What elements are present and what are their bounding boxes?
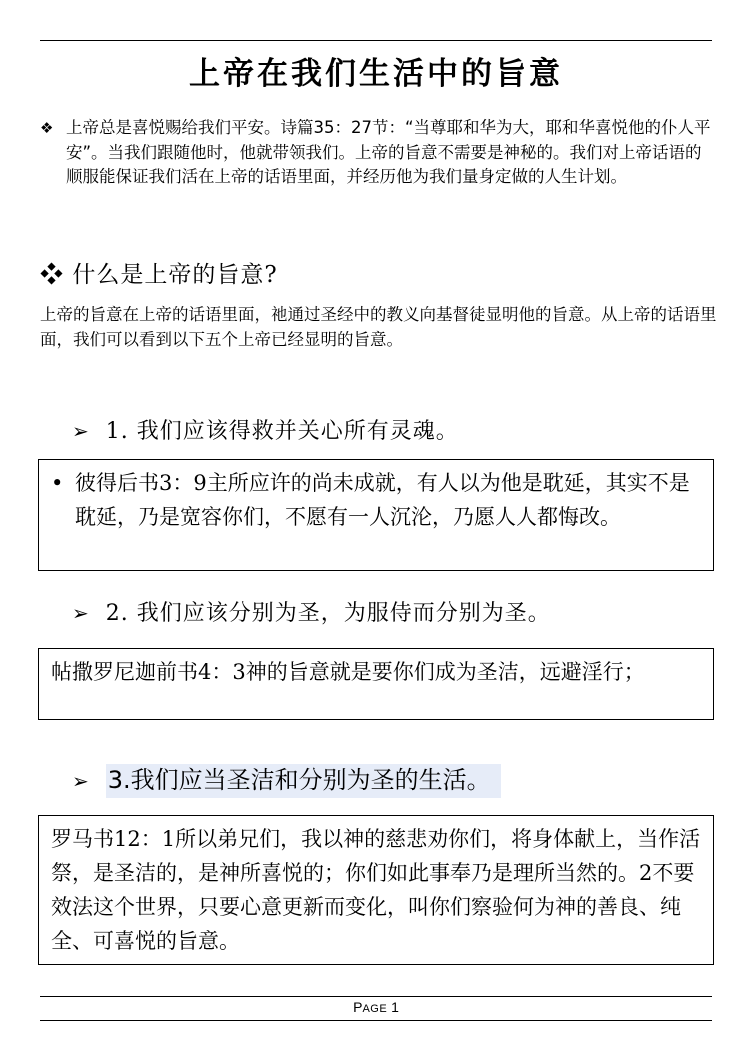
point-1 xyxy=(72,414,459,445)
footer-top-rule xyxy=(40,996,712,997)
section-paragraph: 上帝的旨意在上帝的话语里面，祂通过圣经中的教义向基督徒显明他的旨意。从上帝的话语里面，我们可以看到以下五个上帝已经显明的旨意。 xyxy=(40,305,717,349)
arrow-bullet-icon: ➢ xyxy=(72,419,90,443)
verse-box-3 xyxy=(38,815,714,965)
point-3-label-highlighted: 3.我们应当圣洁和分别为圣的生活。 xyxy=(106,764,501,798)
verse-1-text: 彼得后书3：9主所应许的尚未成就，有人以为他是耽延，其实不是耽延，乃是宽容你们，不愿有一人沉沦，乃愿人人都悔改。 xyxy=(75,471,690,529)
diamond-bullet-icon: ❖ xyxy=(40,262,64,288)
intro-paragraph xyxy=(40,116,712,190)
intro-text: 上帝总是喜悦赐给我们平安。诗篇35：27节：“当尊耶和华为大，耶和华喜悦他的仆人平安”。当我们跟随他时，他就带领我们。上帝的旨意不需要是神秘的。我们对上帝话语的顺服能保证我们活在上帝的话语里面，并经历他为我们量身定做的人生计划。 xyxy=(66,118,711,186)
section-heading-text: 什么是上帝的旨意? xyxy=(72,262,278,288)
verse-box-1 xyxy=(38,459,714,571)
section-heading xyxy=(40,256,278,289)
point-2-label: 2. 我们应该分别为圣，为服侍而分别为圣。 xyxy=(105,601,551,626)
arrow-bullet-icon: ➢ xyxy=(72,769,90,793)
verse-2-text: 帖撒罗尼迦前书4：3神的旨意就是要你们成为圣洁，远避淫行； xyxy=(51,660,645,684)
point-3 xyxy=(72,760,501,795)
page-footer xyxy=(40,999,712,1015)
point-2 xyxy=(72,596,551,627)
point-1-label: 1. 我们应该得救并关心所有灵魂。 xyxy=(105,419,459,444)
page-label-rest: AGE xyxy=(362,1003,388,1015)
verse-box-2 xyxy=(38,648,714,720)
page-label-first: P xyxy=(353,999,363,1015)
top-rule xyxy=(40,40,712,41)
arrow-bullet-icon: ➢ xyxy=(72,601,90,625)
page-number: 1 xyxy=(391,999,399,1015)
footer-bottom-rule xyxy=(40,1020,712,1021)
verse-3-text: 罗马书12：1所以弟兄们，我以神的慈悲劝你们，将身体献上，当作活祭，是圣洁的，是神所喜悦的；你们如此事奉乃是理所当然的。2不要效法这个世界，只要心意更新而变化，叫你们察验何为神的善良、纯全、可喜悦的旨意。 xyxy=(51,827,701,953)
dot-bullet-icon: • xyxy=(51,471,64,495)
diamond-bullet-icon: ❖ xyxy=(40,119,54,137)
page-title: 上帝在我们生活中的旨意 xyxy=(189,56,563,92)
